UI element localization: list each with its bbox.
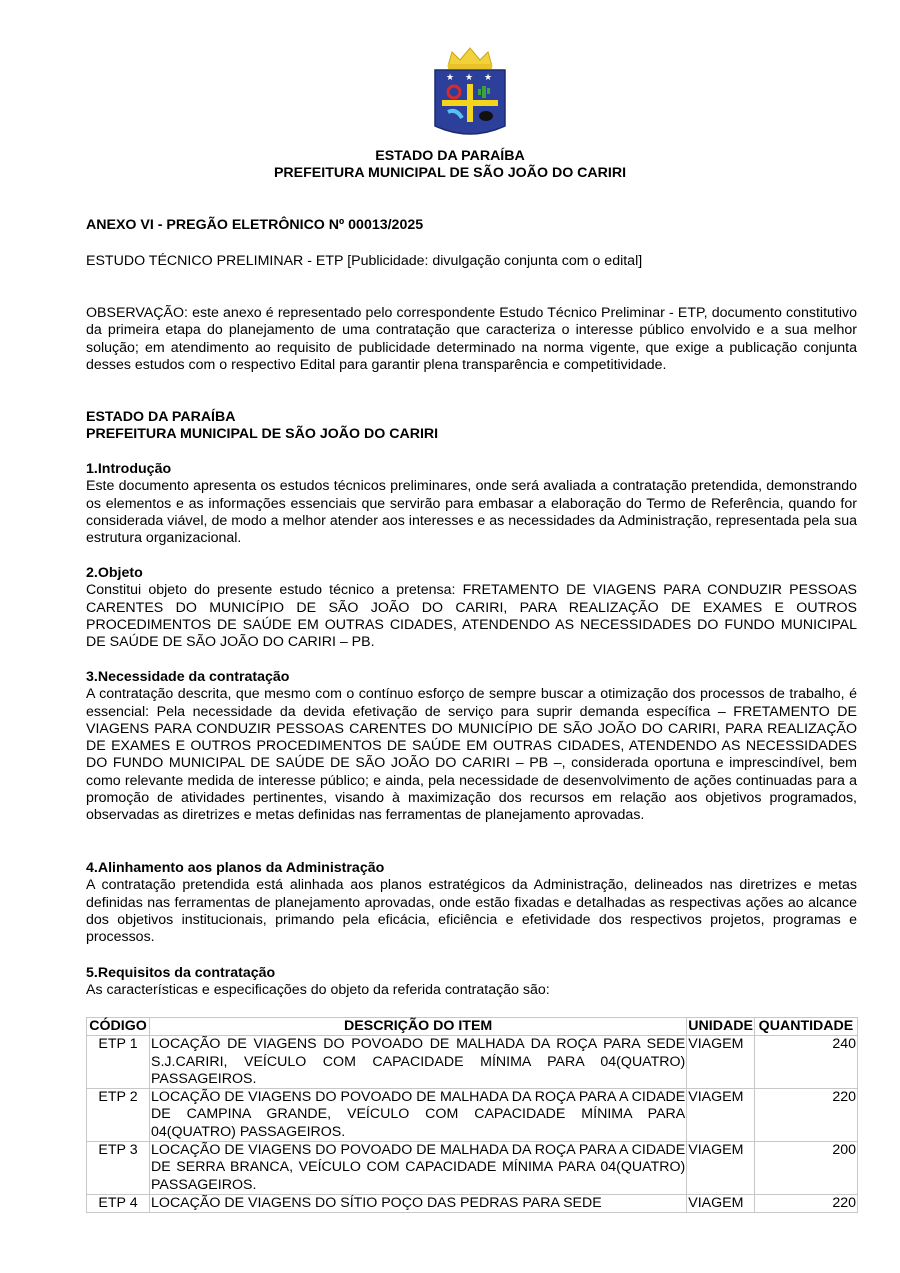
observation-paragraph: OBSERVAÇÃO: este anexo é representado pelo correspondente Estudo Técnico Preliminar - ETP, documento constitutivo da primeira etapa do planejamento de uma contratação que caracteriza o interesse público envolvido e a sua melhor solução; em atendimento ao requisito de publicidade determinado na norma vigente, que exige a publicação conjunta desses estudos com o respectivo Edital para garantir plena transparência e competitividade. — [86, 305, 857, 373]
item-description: LOCAÇÃO DE VIAGENS DO POVOADO DE MALHADA DA ROÇA PARA SEDE S.J.CARIRI, VEÍCULO COM CAPACIDADE MÍNIMA PARA 04(QUATRO) PASSAGEIROS. — [151, 1036, 686, 1087]
header-state: ESTADO DA PARAÍBA — [375, 148, 525, 164]
svg-text:★: ★ — [484, 73, 493, 83]
section-header-municipality: PREFEITURA MUNICIPAL DE SÃO JOÃO DO CARIRI — [86, 426, 439, 443]
item-code: ETP 3 — [87, 1142, 150, 1195]
section-title: 5.Requisitos da contratação — [86, 965, 276, 981]
item-code: ETP 4 — [87, 1194, 150, 1212]
item-code: ETP 2 — [87, 1089, 150, 1142]
item-quantity: 240 — [754, 1036, 857, 1089]
item-quantity: 220 — [754, 1194, 857, 1212]
item-unit: VIAGEM — [687, 1194, 755, 1212]
table-row — [87, 1142, 858, 1195]
item-description: LOCAÇÃO DE VIAGENS DO POVOADO DE MALHADA DA ROÇA PARA A CIDADE DE CAMPINA GRANDE, VEÍCULO COM CAPACIDADE MÍNIMA PARA 04(QUATRO) PASSAGEIROS. — [151, 1089, 686, 1140]
item-quantity: 220 — [754, 1089, 857, 1142]
section-title: 3.Necessidade da contratação — [86, 669, 290, 685]
section-title: 1.Introdução — [86, 461, 172, 477]
table-header-row — [87, 1018, 858, 1036]
item-unit: VIAGEM — [687, 1142, 755, 1195]
municipal-crest-logo — [430, 44, 510, 144]
section-body: A contratação descrita, que mesmo com o contínuo esforço de sempre buscar a otimização dos processos de trabalho, é essencial: Pela necessidade da devida efetivação de serviço para suprir demanda específica – FRETAMENTO DE VIAGENS PARA CONDUZIR PESSOAS CARENTES DO MUNICÍPIO DE SÃO JOÃO DO CARIRI, PARA REALIZAÇÃO DE EXAMES E OUTROS PROCEDIMENTOS DE SAÚDE EM OUTRAS CIDADES, ATENDENDO AS NECESSIDADES DO FUNDO MUNICIPAL DE SAÚDE DE SÃO JOÃO DO CARIRI – PB –, considerada oportuna e imprescindível, bem como relevante medida de interesse público; e ainda, pela necessidade de desenvolvimento de ações continuadas para a promoção de atividades pertinentes, visando à maximização dos recursos em relação aos objetivos programados, observadas as diretrizes e metas definidas nas ferramentas de planejamento aprovadas. — [86, 686, 857, 824]
section-title: 2.Objeto — [86, 565, 143, 581]
svg-text:★: ★ — [446, 73, 455, 83]
item-description: LOCAÇÃO DE VIAGENS DO SÍTIO POÇO DAS PEDRAS PARA SEDE — [150, 1194, 687, 1212]
item-unit: VIAGEM — [687, 1089, 755, 1142]
section-alinhamento — [86, 860, 857, 946]
section-header-state: ESTADO DA PARAÍBA — [86, 409, 236, 425]
item-quantity: 200 — [754, 1142, 857, 1195]
table-row — [87, 1194, 858, 1212]
etp-publicity-line: ESTUDO TÉCNICO PRELIMINAR - ETP [Publicidade: divulgação conjunta com o edital] — [86, 253, 643, 269]
section-requisitos — [86, 965, 857, 1000]
items-table — [86, 1017, 858, 1213]
section-body: As características e especificações do objeto da referida contratação são: — [86, 982, 550, 999]
item-code: ETP 1 — [87, 1036, 150, 1089]
section-introducao — [86, 461, 857, 547]
section-necessidade — [86, 669, 857, 825]
item-unit: VIAGEM — [687, 1036, 755, 1089]
annex-title: ANEXO VI - PREGÃO ELETRÔNICO Nº 00013/2025 — [86, 217, 424, 233]
section-body: Constitui objeto do presente estudo técnico a pretensa: FRETAMENTO DE VIAGENS PARA CONDUZIR PESSOAS CARENTES DO MUNICÍPIO DE SÃO JOÃO DO CARIRI, PARA REALIZAÇÃO DE EXAMES E OUTROS PROCEDIMENTOS DE SAÚDE EM OUTRAS CIDADES, ATENDENDO AS NECESSIDADES DO FUNDO MUNICIPAL DE SAÚDE DE SÃO JOÃO DO CARIRI – PB. — [86, 582, 857, 651]
svg-text:★: ★ — [465, 73, 474, 83]
section-body: Este documento apresenta os estudos técnicos preliminares, onde será avaliada a contratação pretendida, demonstrando os elementos e as informações essenciais que servirão para embasar a elaboração do Termo de Referência, quando for considerada viável, de modo a melhor atender aos interesses e as necessidades da Administração, representada pela sua estrutura organizacional. — [86, 478, 857, 547]
column-header-quantidade: QUANTIDADE — [754, 1018, 857, 1036]
column-header-descricao: DESCRIÇÃO DO ITEM — [150, 1018, 687, 1036]
item-description: LOCAÇÃO DE VIAGENS DO POVOADO DE MALHADA DA ROÇA PARA A CIDADE DE SERRA BRANCA, VEÍCULO COM CAPACIDADE MÍNIMA PARA 04(QUATRO) PASSAGEIROS. — [151, 1142, 686, 1193]
section-body: A contratação pretendida está alinhada aos planos estratégicos da Administração, delineados nas diretrizes e metas definidas nas ferramentas de planejamento aprovadas, onde estão fixadas e detalhadas as respectivas ações ao alcance dos objetivos institucionais, primando pela eficácia, eficiência e efetividade dos respectivos projetos, programas e processos. — [86, 877, 857, 946]
column-header-codigo: CÓDIGO — [87, 1018, 150, 1036]
table-row — [87, 1089, 858, 1142]
section-objeto — [86, 565, 857, 651]
table-row — [87, 1036, 858, 1089]
header-municipality: PREFEITURA MUNICIPAL DE SÃO JOÃO DO CARIRI — [273, 165, 627, 182]
section-title: 4.Alinhamento aos planos da Administração — [86, 860, 385, 876]
column-header-unidade: UNIDADE — [688, 1018, 753, 1034]
